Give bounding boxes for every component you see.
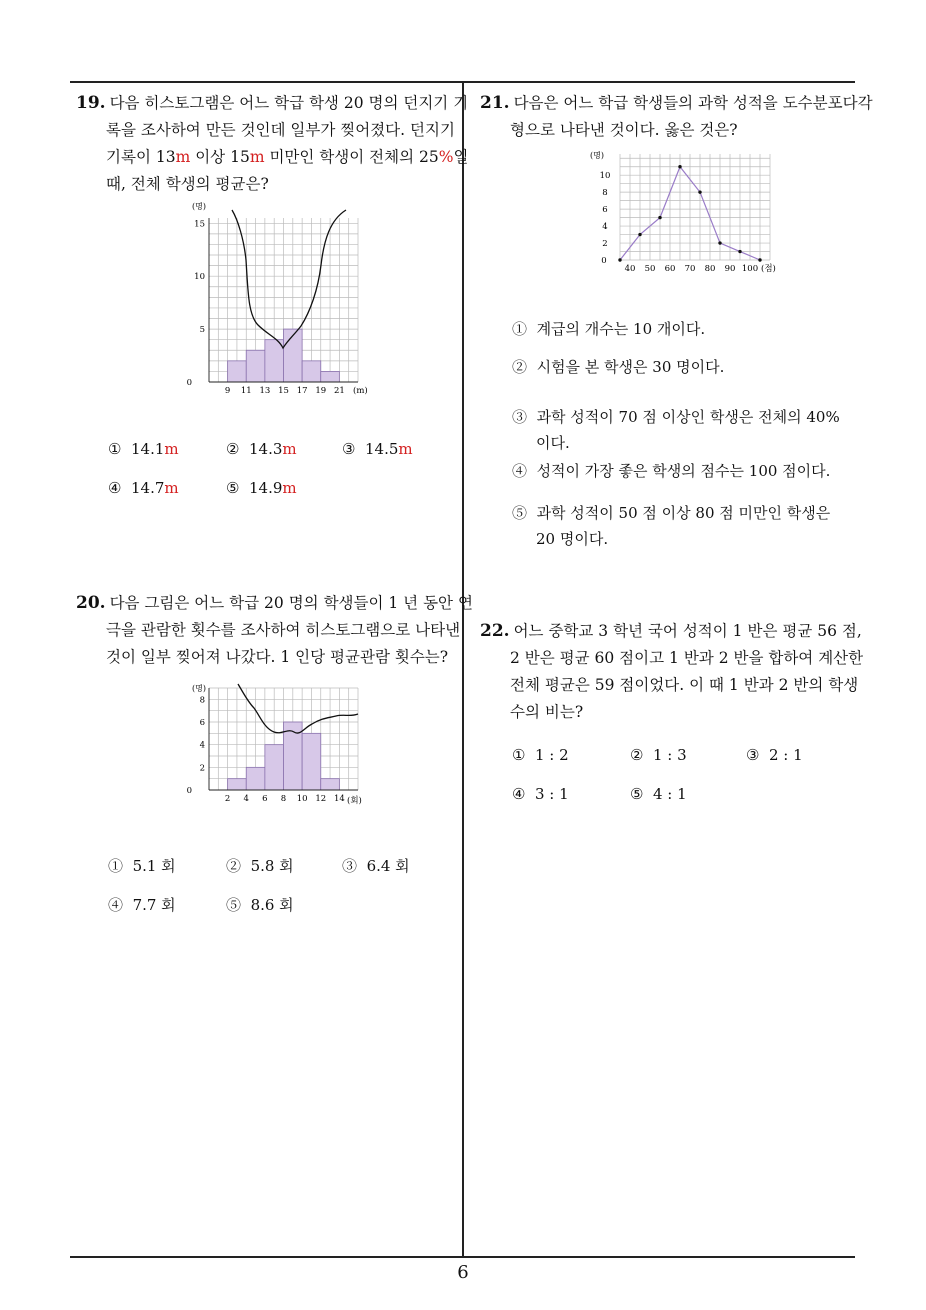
y-tick-label: 8 — [199, 695, 205, 706]
question-text: 형으로 나타낸 것이다. 옳은 것은? — [510, 121, 738, 139]
y-tick-label: 6 — [199, 718, 205, 728]
x-tick-label: 8 — [280, 794, 287, 804]
data-point — [618, 258, 621, 261]
question-22 — [480, 618, 864, 726]
question-text: 록을 조사하여 만든 것인데 일부가 찢어졌다. 던지기 — [106, 121, 455, 139]
question-number: 21. — [480, 93, 510, 113]
choice-2[interactable]: ② 1 : 3 — [630, 746, 687, 764]
x-tick-label: 9 — [224, 386, 231, 396]
question-text: 극을 관람한 횟수를 조사하여 히스토그램으로 나타낸 — [106, 621, 461, 639]
x-tick-label: 60 — [664, 264, 676, 274]
question-number: 22. — [480, 621, 510, 641]
choice-3[interactable]: ③ 6.4 회 — [342, 857, 410, 875]
question-text: 다음은 어느 학급 학생들의 과학 성적을 도수분포다각 — [513, 94, 873, 112]
question-text: 것이 일부 찢어져 나갔다. 1 인당 평균관람 횟수는? — [106, 648, 449, 666]
x-axis-unit: (점) — [761, 264, 776, 274]
histogram-bar — [302, 361, 321, 382]
choice-1[interactable]: ① 14.1m — [108, 440, 179, 458]
x-tick-label: 90 — [724, 264, 736, 274]
choice-3[interactable]: ③ 2 : 1 — [746, 746, 803, 764]
question-20 — [76, 590, 473, 671]
x-tick-label: 2 — [224, 794, 231, 804]
y-tick-label: 4 — [602, 222, 608, 233]
bottom-rule — [70, 1256, 855, 1258]
y-axis-label: (명) — [192, 684, 206, 693]
choice-4[interactable]: ④ 성적이 가장 좋은 학생의 점수는 100 점이다. — [512, 462, 831, 480]
choice-3[interactable]: ③ 과학 성적이 70 점 이상인 학생은 전체의 40% 이다. — [512, 408, 840, 452]
histogram-bar — [265, 745, 284, 790]
choice-3[interactable]: ③ 14.5m — [342, 440, 413, 458]
histogram-bar — [302, 733, 321, 790]
x-tick-label: 17 — [296, 386, 308, 396]
x-tick-label: 100 — [741, 264, 759, 274]
y-axis-label: (명) — [192, 202, 206, 211]
question-text: 2 반은 평균 60 점이고 1 반과 2 반을 합하여 계산한 — [510, 649, 864, 667]
choice-5[interactable]: ⑤ 14.9m — [226, 479, 297, 497]
data-point — [718, 241, 721, 244]
histogram-bar — [321, 779, 340, 790]
question-text: 때, 전체 학생의 평균은? — [106, 175, 269, 193]
y-tick-label: 15 — [194, 219, 205, 230]
x-axis-unit: (회) — [347, 796, 362, 806]
choice-1[interactable]: ① 1 : 2 — [512, 746, 569, 764]
y-tick-label: 5 — [199, 325, 205, 336]
y-tick-label: 8 — [602, 188, 608, 199]
choice-5[interactable]: ⑤ 8.6 회 — [226, 896, 294, 914]
choice-2[interactable]: ② 5.8 회 — [226, 857, 294, 875]
column-divider — [462, 81, 464, 1257]
y-tick-label: 2 — [199, 763, 205, 774]
choice-5[interactable]: ⑤ 4 : 1 — [630, 785, 687, 803]
histogram-bar — [228, 779, 247, 790]
question-text: 기록이 13m 이상 15m 미만인 학생이 전체의 25%일 — [106, 148, 469, 166]
question-text: 전체 평균은 59 점이었다. 이 때 1 반과 2 반의 학생 — [510, 676, 859, 694]
data-point — [698, 190, 701, 193]
choice-1[interactable]: ① 계급의 개수는 10 개이다. — [512, 320, 706, 338]
data-point — [678, 165, 681, 168]
histogram-bar — [284, 329, 303, 382]
question-19 — [76, 90, 469, 198]
x-tick-label: 13 — [259, 386, 271, 396]
x-tick-label: 50 — [644, 264, 656, 274]
y-tick-label: 0 — [186, 786, 192, 796]
x-tick-label: 11 — [240, 386, 252, 396]
y-tick-label: 10 — [599, 171, 611, 182]
question-number: 19. — [76, 93, 106, 113]
choice-1[interactable]: ① 5.1 회 — [108, 857, 176, 875]
data-point — [738, 250, 741, 253]
histogram-q19 — [186, 200, 386, 400]
choice-2[interactable]: ② 시험을 본 학생은 30 명이다. — [512, 358, 725, 376]
x-tick-label: 10 — [296, 794, 308, 804]
choice-4[interactable]: ④ 7.7 회 — [108, 896, 176, 914]
question-21 — [480, 90, 873, 144]
x-tick-label: 15 — [278, 386, 289, 396]
x-axis-unit: (m) — [353, 386, 368, 396]
x-tick-label: 14 — [333, 794, 345, 804]
choice-4[interactable]: ④ 14.7m — [108, 479, 179, 497]
question-text: 수의 비는? — [510, 703, 584, 721]
question-text: 다음 히스토그램은 어느 학급 학생 20 명의 던지기 기 — [109, 94, 469, 112]
y-axis-label: (명) — [590, 151, 604, 160]
data-point — [658, 216, 661, 219]
histogram-bar — [228, 361, 247, 382]
frequency-polygon-q21 — [590, 148, 790, 278]
histogram-bar — [246, 767, 265, 790]
x-tick-label: 21 — [333, 386, 345, 396]
y-tick-label: 10 — [194, 272, 205, 283]
y-tick-label: 2 — [602, 239, 608, 250]
y-tick-label: 6 — [602, 205, 608, 216]
choice-4[interactable]: ④ 3 : 1 — [512, 785, 569, 803]
data-point — [638, 233, 641, 236]
x-tick-label: 4 — [243, 794, 249, 804]
histogram-q20 — [186, 680, 386, 810]
x-tick-label: 40 — [624, 264, 636, 274]
histogram-bar — [246, 350, 265, 382]
histogram-bar — [321, 371, 340, 382]
question-number: 20. — [76, 593, 106, 613]
question-text: 다음 그림은 어느 학급 20 명의 학생들이 1 년 동안 연 — [109, 594, 473, 612]
question-text: 어느 중학교 3 학년 국어 성적이 1 반은 평균 56 점, — [513, 622, 862, 640]
x-tick-label: 19 — [315, 386, 327, 396]
x-tick-label: 12 — [315, 794, 327, 804]
torn-edge — [232, 210, 346, 348]
choice-5[interactable]: ⑤ 과학 성적이 50 점 이상 80 점 미만인 학생은 20 명이다. — [512, 504, 831, 548]
choice-2[interactable]: ② 14.3m — [226, 440, 297, 458]
y-tick-label: 0 — [186, 378, 192, 388]
page-number: 6 — [457, 1262, 469, 1283]
x-tick-label: 70 — [684, 264, 696, 274]
x-tick-label: 6 — [262, 794, 268, 804]
y-tick-label: 0 — [601, 256, 607, 266]
x-tick-label: 80 — [704, 264, 716, 274]
y-tick-label: 4 — [199, 740, 205, 751]
data-point — [758, 258, 761, 261]
histogram-bar — [265, 340, 284, 382]
